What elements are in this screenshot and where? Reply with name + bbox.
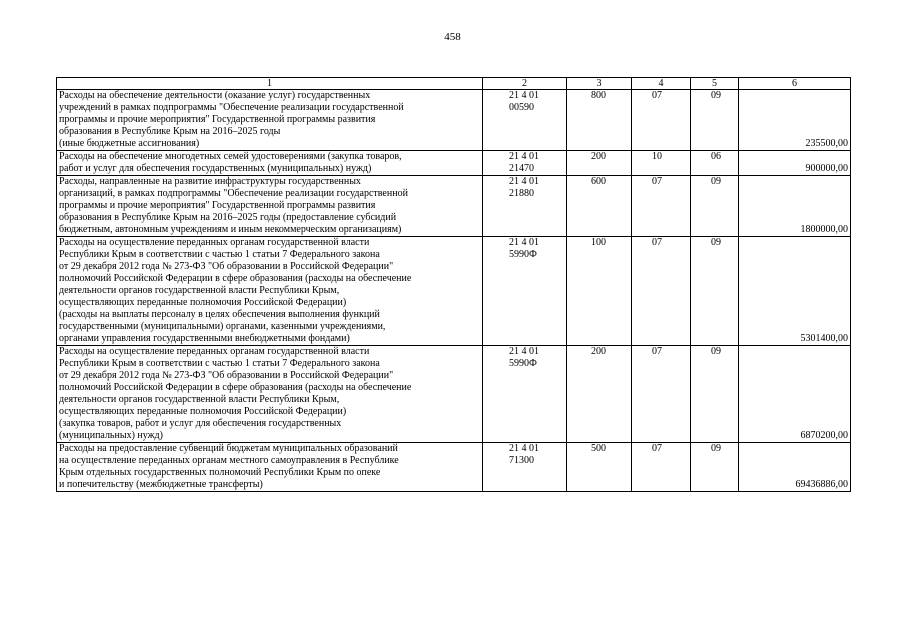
row-target-code: 21 4 01 00590 [483,90,567,151]
row-subsection: 09 [691,443,739,492]
row-expense-type: 500 [567,443,632,492]
page-number: 458 [444,31,461,43]
row-section: 07 [632,346,691,443]
row-description: Расходы на осуществление переданных органам государственной власти Республики Крым в соответствии с частью 1 статьи 7 Федерального закона от 29 декабря 2012 года № 273-ФЗ "Об образовании в Российской Федерации" полномочий Российской Федерации в сфере образования (расходы на обеспечение деятельности органов государственной власти Республики Крым, осуществляющих переданные полномочия Российской Федерации) (закупка товаров, работ и услуг для обеспечения государственных (муниципальных) нужд) [57,346,483,443]
row-amount: 900000,00 [739,151,851,176]
header-col-6: 6 [739,78,851,90]
row-expense-type: 200 [567,151,632,176]
row-expense-type: 200 [567,346,632,443]
row-amount: 6870200,00 [739,346,851,443]
table-header-row [57,78,851,90]
row-amount: 1800000,00 [739,176,851,237]
row-expense-type: 800 [567,90,632,151]
row-subsection: 09 [691,237,739,346]
budget-table [56,77,851,492]
row-target-code: 21 4 01 5990Ф [483,237,567,346]
header-col-1: 1 [57,78,483,90]
row-description: Расходы на обеспечение многодетных семей удостоверениями (закупка товаров, работ и услуг для обеспечения государственных (муниципальных) нужд) [57,151,483,176]
table-row [57,176,851,237]
table-row [57,346,851,443]
table-row [57,443,851,492]
header-col-4: 4 [632,78,691,90]
row-section: 07 [632,90,691,151]
header-col-5: 5 [691,78,739,90]
row-target-code: 21 4 01 71300 [483,443,567,492]
row-target-code: 21 4 01 5990Ф [483,346,567,443]
row-expense-type: 600 [567,176,632,237]
row-target-code: 21 4 01 21470 [483,151,567,176]
table-row [57,90,851,151]
row-amount: 235500,00 [739,90,851,151]
row-section: 07 [632,237,691,346]
row-description: Расходы на обеспечение деятельности (оказание услуг) государственных учреждений в рамках подпрограммы "Обеспечение реализации государственной программы и прочие мероприятия" Государственной программы развития образования в Республике Крым на 2016–2025 годы (иные бюджетные ассигнования) [57,90,483,151]
row-expense-type: 100 [567,237,632,346]
row-description: Расходы на предоставление субвенций бюджетам муниципальных образований на осуществление переданных органам местного самоуправления в Республике Крым отдельных государственных полномочий Республики Крым по опеке и попечительству (межбюджетные трансферты) [57,443,483,492]
header-col-2: 2 [483,78,567,90]
row-subsection: 09 [691,90,739,151]
row-amount: 5301400,00 [739,237,851,346]
row-description: Расходы на осуществление переданных органам государственной власти Республики Крым в соответствии с частью 1 статьи 7 Федерального закона от 29 декабря 2012 года № 273-ФЗ "Об образовании в Российской Федерации" полномочий Российской Федерации в сфере образования (расходы на обеспечение деятельности органов государственной власти Республики Крым, осуществляющих переданные полномочия Российской Федерации) (расходы на выплаты персоналу в целях обеспечения выполнения функций государственными (муниципальными) органами, казенными учреждениями, органами управления государственными внебюджетными фондами) [57,237,483,346]
row-subsection: 09 [691,176,739,237]
row-section: 10 [632,151,691,176]
header-col-3: 3 [567,78,632,90]
row-section: 07 [632,176,691,237]
table-row [57,237,851,346]
row-amount: 69436886,00 [739,443,851,492]
row-subsection: 09 [691,346,739,443]
table-row [57,151,851,176]
row-subsection: 06 [691,151,739,176]
row-target-code: 21 4 01 21880 [483,176,567,237]
row-section: 07 [632,443,691,492]
row-description: Расходы, направленные на развитие инфраструктуры государственных организаций, в рамках подпрограммы "Обеспечение реализации государственной программы и прочие мероприятия" Государственной программы развития образования в Республике Крым на 2016–2025 годы (предоставление субсидий бюджетным, автономным учреждениям и иным некоммерческим организациям) [57,176,483,237]
